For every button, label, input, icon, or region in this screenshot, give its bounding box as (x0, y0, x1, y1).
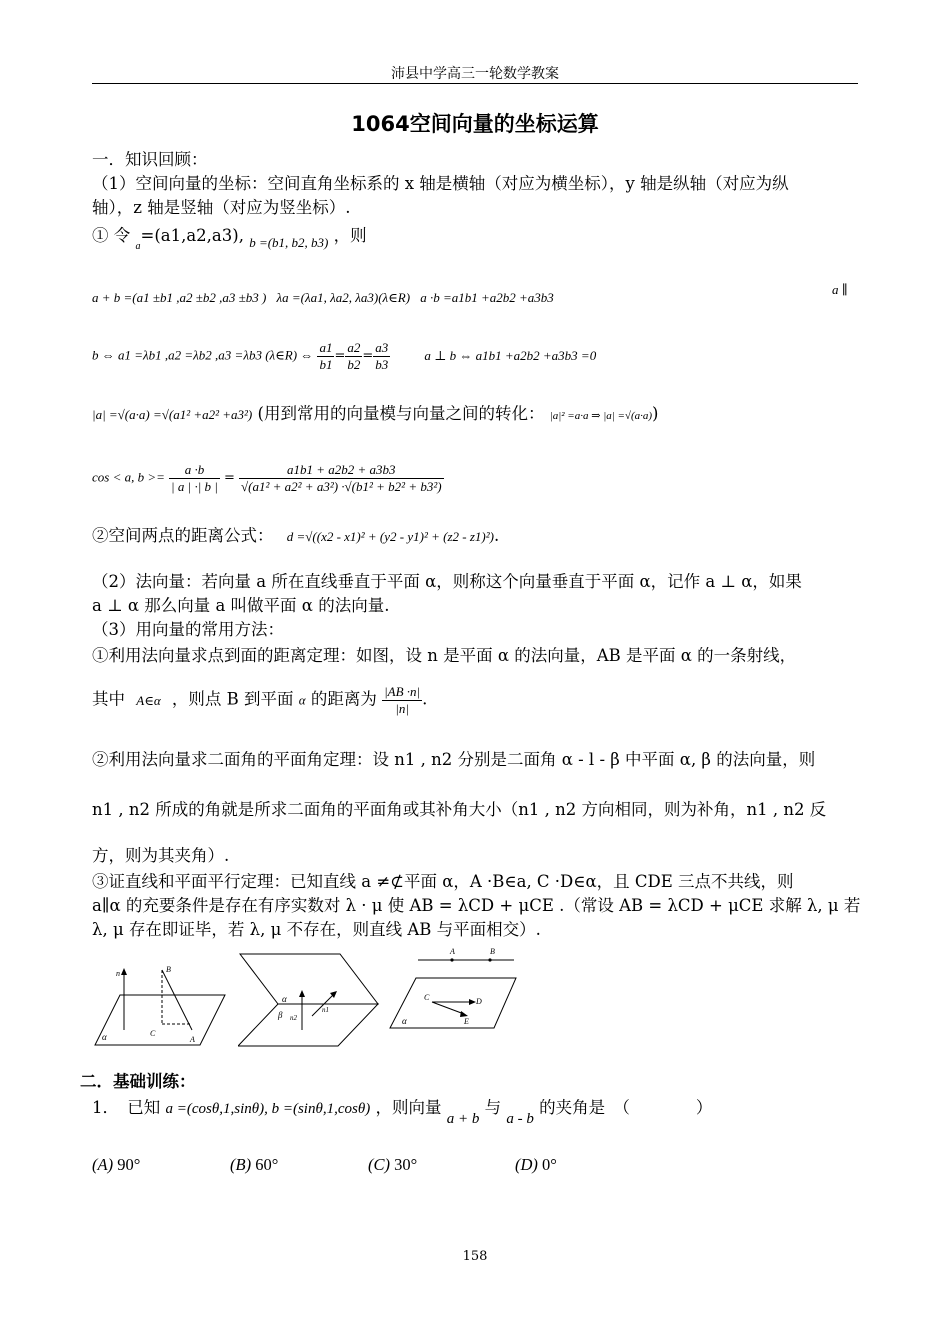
q1-pre: 1． 已知 (92, 1098, 161, 1117)
fig2-beta: β (278, 1010, 283, 1020)
fig3-B: B (490, 947, 495, 956)
method-3-line-1: ③证直线和平面平行定理：已知直线 a ≠⊄平面 α，A ·B∈a, C ·D∈α，且 CDE 三点不共线，则 (92, 872, 794, 891)
method-3-line-2: a∥α 的充要条件是存在有序实数对 λ · μ 使 AB = λCD + μCE .（常设 AB = λCD + μCE 求解 λ, μ 若 (92, 896, 861, 915)
q1-v1: a + b (446, 1111, 480, 1127)
let-lead: ① 令 (92, 226, 131, 245)
page-title: 1064空间向量的坐标运算 (351, 112, 599, 136)
fig2-n2: n2 (290, 1014, 297, 1022)
option-c: (C) 30° (368, 1155, 418, 1174)
fig1-C: C (150, 1029, 156, 1038)
fig2-alpha: α (282, 994, 287, 1004)
q1-given: a =(cosθ,1,sinθ), b =(sinθ,1,cosθ) (165, 1101, 371, 1117)
method-1-line-2 (92, 684, 427, 716)
formula-cosine: cos < a, b >= $\frac{a \cdot b}{| a | \cdot| b |}$ = $\frac{a1b1 + a2b2 + a3b3}{\text{√(a1² + a2² + a3²) ·√(b1² + b2² + b3²)}}$ (92, 462, 442, 494)
option-d: (D) 0° (515, 1155, 557, 1174)
fig3-A: A (450, 947, 455, 956)
para-normal-2: a ⊥ α 那么向量 a 叫做平面 α 的法向量. (92, 596, 390, 615)
distance-label: ②空间两点的距离公式： (92, 526, 274, 545)
para-let (92, 226, 367, 253)
formula-modulus: |a| =√(a·a) =√(a1² +a2² +a3²) (92, 407, 253, 422)
ratio-1: $\frac{a1}{b1}$ (319, 340, 333, 372)
formula-dot: a ·b =a1b1 +a2b2 +a3b3 (420, 290, 554, 305)
para-coordinates-2: 轴），z 轴是竖轴（对应为竖坐标）. (92, 198, 351, 217)
m1-distance-fraction: $\frac{|AB \cdot n|}{|n|}$ (384, 684, 421, 716)
m1-pre: 其中 (92, 689, 125, 709)
vec-a-small: a (135, 241, 141, 252)
para-methods: （3）用向量的常用方法： (92, 620, 284, 639)
fig3-C: C (424, 993, 430, 1002)
method-2-line-2: n1 , n2 所成的角就是所求二面角的平面角或其补角大小（n1 , n2 方向相同，则为补角，n1 , n2 反 (92, 800, 827, 819)
formula-parallel-b: b ⇔ a1 =λb1 ,a2 =λb2 ,a3 =λb3 (λ∈R) ⇔ (92, 347, 314, 363)
m1-cond: A∈α (136, 692, 161, 708)
let-a: =(a1,a2,a3), (140, 226, 244, 245)
let-b: b =(b1, b2, b3) (249, 235, 329, 250)
q1-post: 的夹角是 （ ） (539, 1098, 713, 1117)
distance-formula: d =√((x2 - x1)² + (y2 - y1)² + (z2 - z1)²) (286, 529, 494, 544)
fig3-D: D (476, 997, 482, 1006)
cosine-lhs: cos < a, b >= (92, 469, 165, 485)
figure-dihedral-angle (238, 950, 380, 1050)
fig1-B: B (166, 965, 171, 974)
plane-shape (95, 995, 225, 1045)
section-1-heading: 一．知识回顾： (92, 150, 208, 169)
option-b: (B) 60° (230, 1155, 279, 1174)
section-2-heading: 二．基础训练： (80, 1072, 196, 1091)
formula-scalar: λa =(λa1, λa2, λa3)(λ∈R) (276, 290, 411, 305)
cosine-mid: $\frac{a \cdot b}{| a | \cdot| b |}$ (171, 462, 218, 494)
let-tail: ，则 (333, 226, 367, 245)
ratio-2: $\frac{a2}{b2}$ (347, 340, 361, 372)
formula-parallel-a: a ∥ (832, 282, 848, 297)
formula-perpendicular: a ⊥ b ⇔ a1b1 +a2b2 +a3b3 =0 (424, 347, 597, 363)
modulus-note-close: ) (652, 404, 659, 423)
cosine-rhs: $\frac{a1b1 + a2b2 + a3b3}{\text{√(a1² + a2² + a3²) ·√(b1² + b2² + b3²)}}$ (241, 462, 442, 494)
fig3-alpha: α (402, 1016, 407, 1026)
figure-line-plane-parallel (386, 944, 520, 1034)
method-3-line-3: λ, μ 存在即证毕，若 λ, μ 不存在，则直线 AB 与平面相交）. (92, 920, 541, 939)
formula-row-2: b ⇔ a1 =λb1 ,a2 =λb2 ,a3 =λb3 (λ∈R) ⇔ $\frac{a1}{b1}$ = $\frac{a2}{b2}$ = $\frac{a3}{b3}$ a ⊥ b ⇔ a1b1 +a2b2 +a3b3 =0 (92, 340, 597, 372)
q1-mid: ，则向量 (375, 1098, 442, 1117)
m1-alpha: α (298, 692, 306, 708)
ratio-3: $\frac{a3}{b3}$ (375, 340, 389, 372)
m1-end: . (422, 689, 428, 709)
para-coordinates-1: （1）空间向量的坐标：空间直角坐标系的 x 轴是横轴（对应为横坐标），y 轴是纵轴（对应为纵 (92, 174, 789, 193)
modulus-note: (用到常用的向量模与向量之间的转化： (257, 404, 545, 423)
figure-point-plane-distance (90, 960, 230, 1050)
header-rule (92, 83, 858, 84)
method-2-line-1: ②利用法向量求二面角的平面角定理：设 n1 , n2 分别是二面角 α - l - β 中平面 α, β 的法向量，则 (92, 750, 816, 769)
formula-sum: a + b =(a1 ±b1 ,a2 ±b2 ,a3 ±b3 ) (92, 290, 267, 305)
page-header: 沛县中学高三一轮数学教案 (391, 66, 559, 82)
fig3-E: E (464, 1017, 469, 1026)
fig1-A: A (190, 1035, 195, 1044)
m1-mid: ，则点 B 到平面 (171, 689, 294, 709)
page-number: 158 (462, 1249, 488, 1264)
fig2-n1: n1 (322, 1006, 329, 1014)
option-a: (A) 90° (92, 1155, 141, 1174)
method-1-line-1: ①利用法向量求点到面的距离定理：如图，设 n 是平面 α 的法向量，AB 是平面 α 的一条射线， (92, 646, 797, 665)
question-1 (92, 1098, 712, 1128)
q1-v2: a - b (506, 1111, 534, 1127)
method-2-line-3: 方，则为其夹角）. (92, 846, 230, 865)
m1-post: 的距离为 (310, 689, 377, 709)
fig1-n: n (116, 969, 120, 978)
para-normal-1: （2）法向量：若向量 a 所在直线垂直于平面 α，则称这个向量垂直于平面 α，记作 a ⊥ α，如果 (92, 572, 802, 591)
fig1-alpha: α (102, 1032, 107, 1042)
distance-end: . (493, 526, 500, 545)
formula-row-1 (92, 282, 848, 307)
formula-row-3 (92, 404, 658, 424)
q1-and: 与 (484, 1098, 502, 1117)
modulus-note-formula: |a|² =a·a ⇒ |a| =√(a·a) (549, 410, 653, 422)
para-distance (92, 526, 499, 546)
